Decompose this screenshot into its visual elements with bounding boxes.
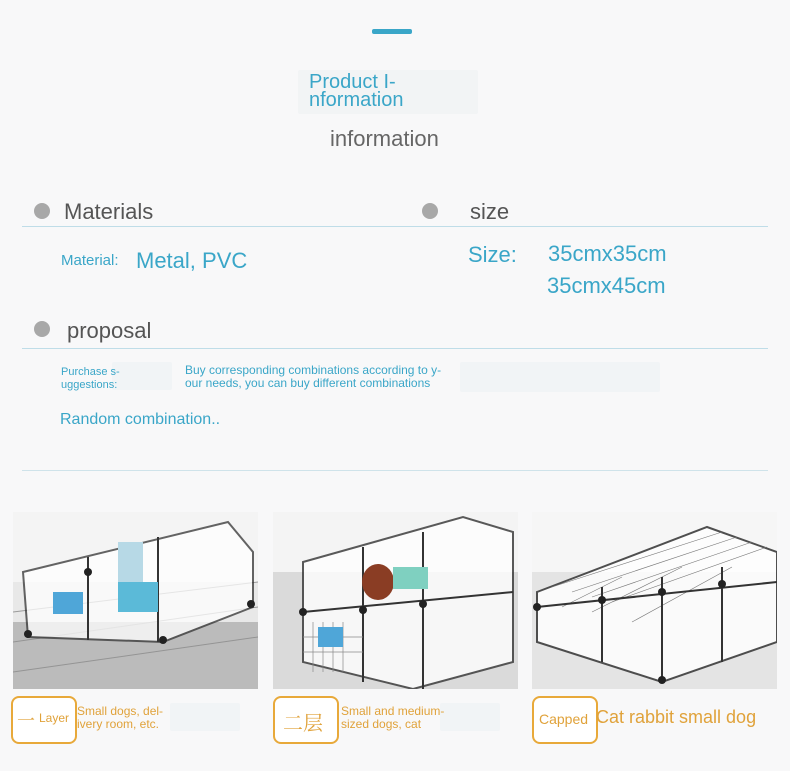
proposal-divider [22, 348, 768, 349]
title-cn: Product I- nformation [309, 71, 404, 111]
title-en: information [330, 126, 439, 151]
product-photo-2 [273, 512, 518, 689]
product-desc-1: Small dogs, del- ivery room, etc. [77, 704, 164, 731]
materials-heading: Materials [64, 199, 154, 224]
product-tag-1-label: 一 [17, 711, 35, 731]
product-tag-3-label: Capped [539, 711, 589, 727]
purchase-text: Buy corresponding combinations according to y- our needs, you can buy different combinations [185, 363, 442, 390]
product-tag-1-sublabel: Layer [39, 711, 70, 725]
materials-divider [22, 226, 412, 227]
size-bullet-icon [422, 203, 438, 219]
faint-box [460, 362, 660, 392]
size-value-2: 35cmx45cm [547, 273, 666, 298]
size-divider [412, 226, 768, 227]
product-photo-3 [532, 512, 777, 689]
materials-bullet-icon [34, 203, 50, 219]
top-accent-bar [372, 29, 412, 34]
size-value-1: 35cmx35cm [548, 241, 667, 266]
product-desc-2: Small and medium- sized dogs, cat [341, 704, 445, 731]
purchase-label: Purchase s- uggestions: [61, 366, 120, 391]
product-tag-2-label: 二层 [283, 713, 323, 735]
size-heading: size [470, 199, 510, 224]
size-label: Size: [468, 242, 517, 267]
product-desc-3: Cat rabbit small dog [596, 707, 757, 727]
material-label: Material: [61, 252, 119, 269]
faint-box [440, 703, 500, 731]
product-photo-1 [13, 512, 258, 689]
bottom-divider [22, 470, 768, 471]
proposal-heading: proposal [67, 318, 152, 343]
random-combination: Random combination.. [60, 411, 221, 428]
material-value: Metal, PVC [136, 248, 248, 273]
faint-box [170, 703, 240, 731]
proposal-bullet-icon [34, 321, 50, 337]
